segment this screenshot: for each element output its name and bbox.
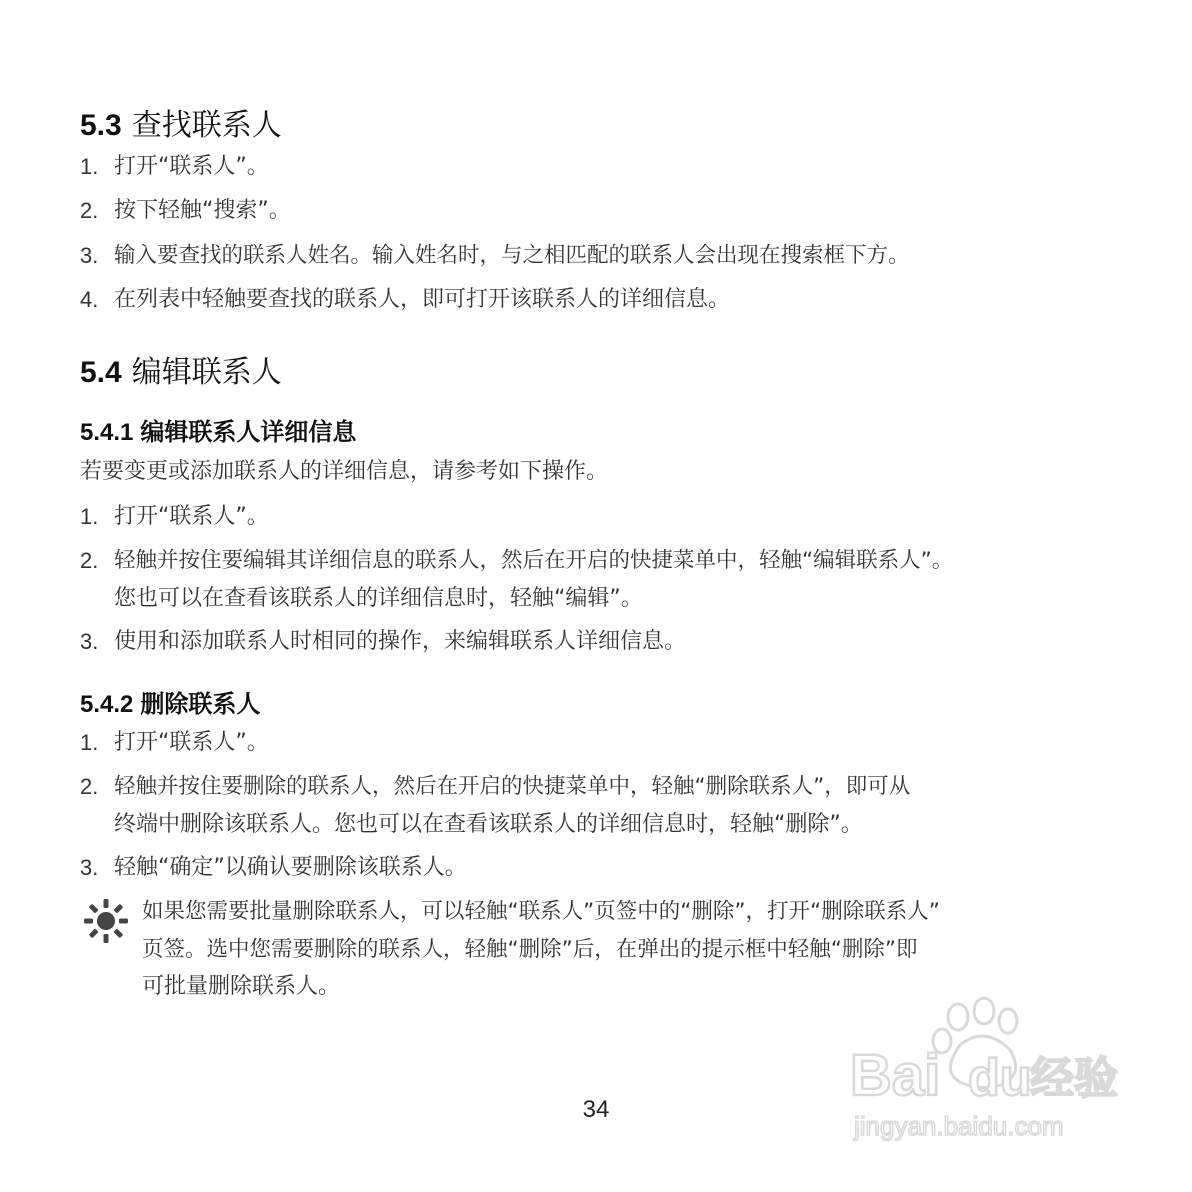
section-title: 查找联系人 bbox=[131, 108, 282, 143]
list-item-text-continued: 您也可以在查看该联系人的详细信息时，轻触“编辑”。 bbox=[114, 586, 643, 611]
list-item-text: 打开“联系人”。 bbox=[114, 504, 269, 529]
subsection-number: 5.4.2 bbox=[80, 691, 134, 718]
subsection-heading-5-4-1 bbox=[80, 412, 356, 447]
subsection-title: 删除联系人 bbox=[140, 690, 261, 718]
svg-text:经验: 经验 bbox=[1030, 1053, 1118, 1104]
list-item-text: 打开“联系人”。 bbox=[114, 154, 269, 179]
list-item-text: 在列表中轻触要查找的联系人，即可打开该联系人的详细信息。 bbox=[114, 287, 731, 312]
list-item-text-continued: 终端中删除该联系人。您也可以在查看该联系人的详细信息时，轻触“删除”。 bbox=[114, 812, 863, 837]
section-title: 编辑联系人 bbox=[131, 355, 282, 390]
list-item-number: 1. bbox=[80, 504, 99, 529]
sun-icon bbox=[82, 897, 130, 945]
list-item-number: 1. bbox=[80, 154, 99, 179]
svg-text:jingyan.baidu.com: jingyan.baidu.com bbox=[854, 1111, 1064, 1141]
list-item-number: 1. bbox=[80, 730, 99, 755]
list-item-text: 使用和添加联系人时相同的操作，来编辑联系人详细信息。 bbox=[114, 629, 687, 654]
list-item-number: 2. bbox=[80, 548, 99, 573]
list-item-number: 2. bbox=[80, 198, 99, 223]
baidu-jingyan-watermark-logo bbox=[840, 995, 1140, 1155]
list-item-text: 轻触并按住要删除的联系人，然后在开启的快捷菜单中，轻触“删除联系人”，即可从 bbox=[114, 774, 911, 799]
list-item-text: 打开“联系人”。 bbox=[114, 730, 269, 755]
list-item-text: 按下轻触“搜索”。 bbox=[114, 198, 291, 223]
subsection-heading-5-4-2 bbox=[80, 684, 260, 719]
list-item-number: 2. bbox=[80, 774, 99, 799]
section-number: 5.4 bbox=[80, 356, 122, 389]
section-number: 5.3 bbox=[80, 109, 122, 142]
list-item-number: 4. bbox=[80, 287, 99, 312]
section-heading-5-3 bbox=[80, 100, 282, 144]
tip-text-line: 页签。选中您需要删除的联系人，轻触“删除”后，在弹出的提示框中轻触“删除”即 bbox=[142, 937, 918, 962]
subsection-number: 5.4.1 bbox=[80, 419, 134, 446]
section-heading-5-4 bbox=[80, 347, 282, 391]
list-item-number: 3. bbox=[80, 855, 99, 880]
svg-text:du: du bbox=[968, 1049, 1032, 1107]
list-item-number: 3. bbox=[80, 243, 99, 268]
list-item-text: 轻触“确定”以确认要删除该联系人。 bbox=[114, 855, 467, 880]
subsection-title: 编辑联系人详细信息 bbox=[140, 418, 357, 446]
page-number: 34 bbox=[582, 1096, 610, 1123]
list-item-number: 3. bbox=[80, 629, 99, 654]
list-item-text: 轻触并按住要编辑其详细信息的联系人，然后在开启的快捷菜单中，轻触“编辑联系人”。 bbox=[114, 548, 954, 573]
list-item-text: 输入要查找的联系人姓名。输入姓名时，与之相匹配的联系人会出现在搜索框下方。 bbox=[114, 243, 910, 268]
tip-text-line: 可批量删除联系人。 bbox=[142, 974, 341, 999]
intro-paragraph: 若要变更或添加联系人的详细信息，请参考如下操作。 bbox=[80, 459, 609, 484]
tip-text-line: 如果您需要批量删除联系人，可以轻触“联系人”页签中的“删除”，打开“删除联系人” bbox=[142, 899, 940, 924]
svg-text:Bai: Bai bbox=[850, 1043, 941, 1108]
